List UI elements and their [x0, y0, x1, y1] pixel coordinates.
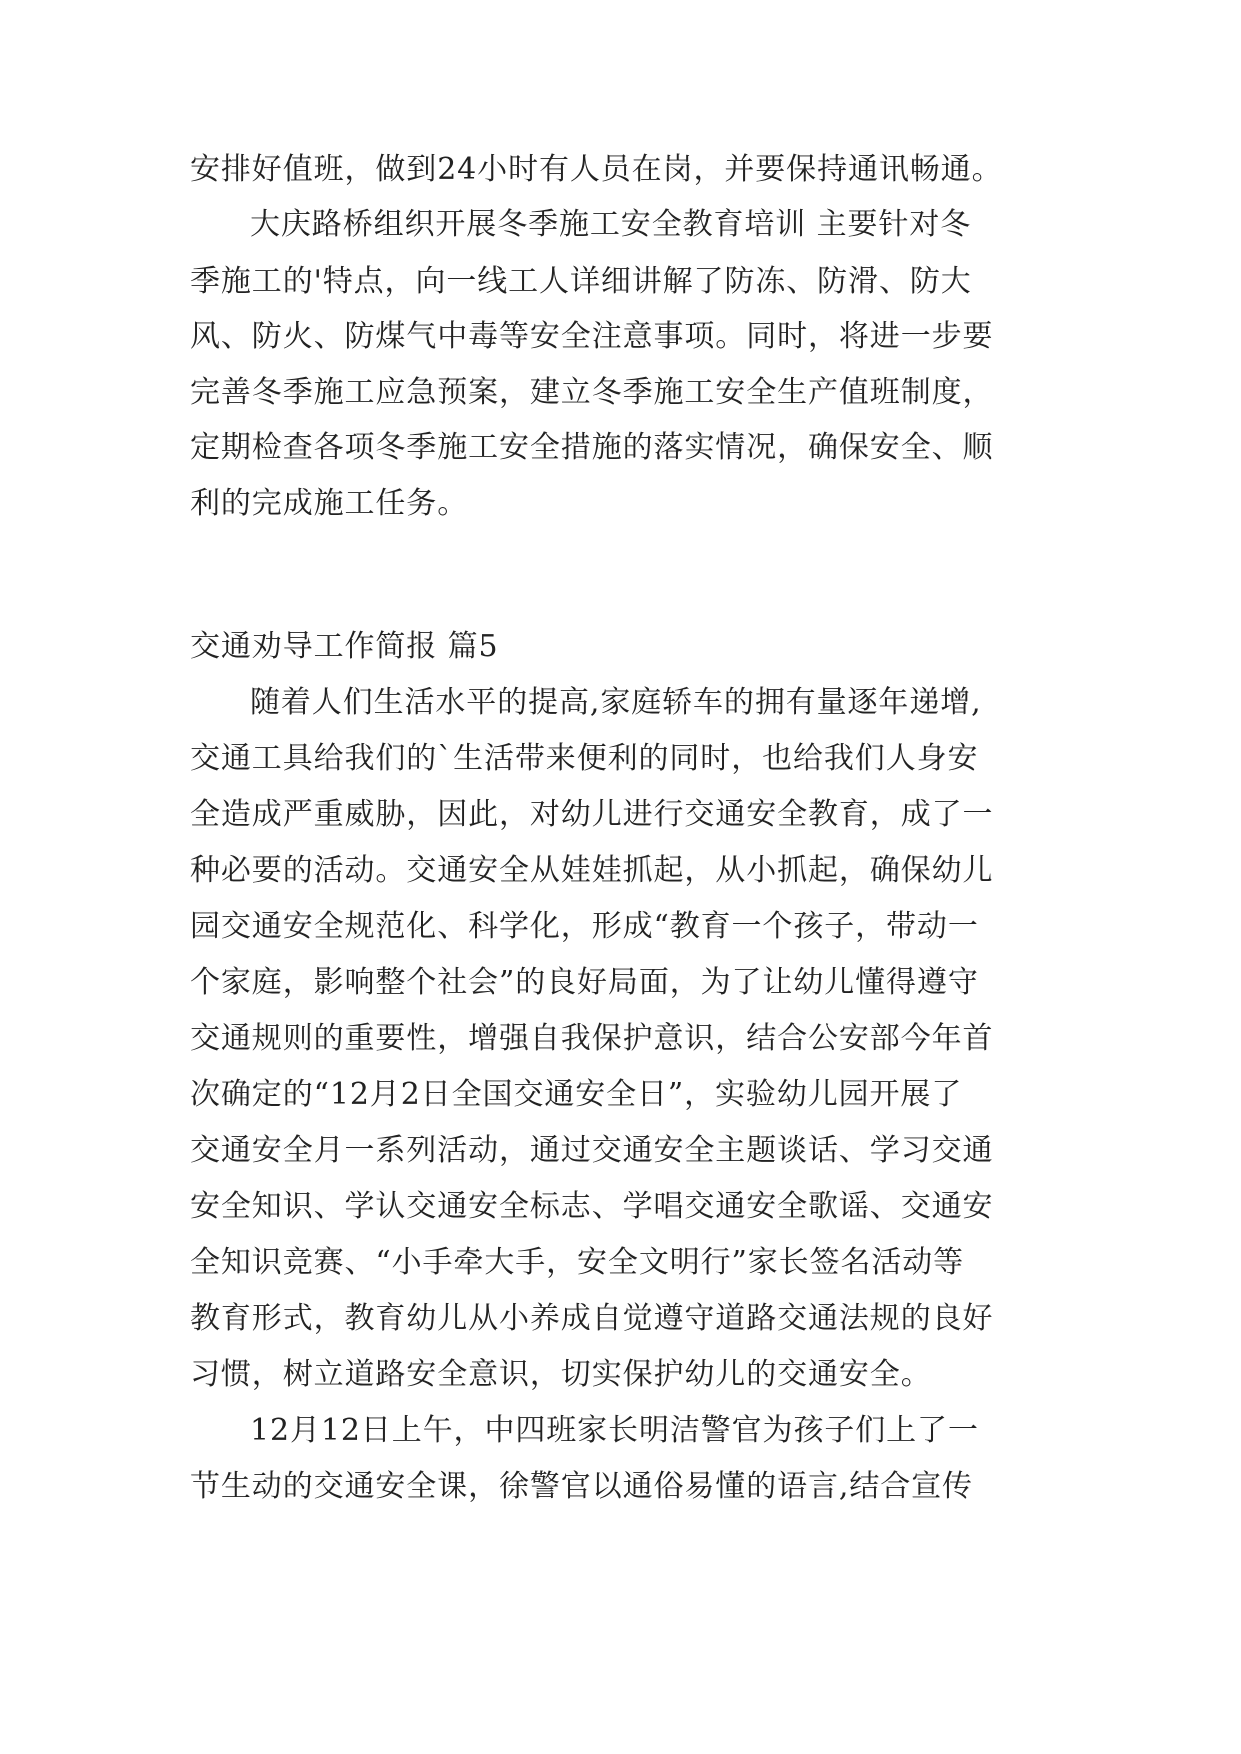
section-heading-text: 交通劝导工作简报 篇5 — [190, 629, 499, 664]
text-line — [0, 418, 1241, 478]
text-line — [0, 307, 1241, 367]
line-text: 种必要的活动。交通安全从娃娃抓起，从小抓起，确保幼儿 — [190, 853, 994, 888]
text-line — [0, 841, 1241, 901]
line-text: 定期检查各项冬季施工安全措施的落实情况，确保安全、顺 — [190, 430, 994, 465]
line-text: 园交通安全规范化、科学化，形成“教育一个孩子，带动一 — [190, 909, 979, 944]
line-text: 教育形式，教育幼儿从小养成自觉遵守道路交通法规的良好 — [190, 1301, 994, 1336]
line-text: 随着人们生活水平的提高,家庭轿车的拥有量逐年递增, — [250, 685, 982, 720]
line-text: 全造成严重威胁，因此，对幼儿进行交通安全教育，成了一 — [190, 797, 994, 832]
text-line — [0, 729, 1241, 789]
line-text: 风、防火、防煤气中毒等安全注意事项。同时，将进一步要 — [190, 319, 994, 354]
text-line — [0, 474, 1241, 534]
text-line — [0, 897, 1241, 957]
line-text: 利的完成施工任务。 — [190, 486, 469, 521]
line-text: 次确定的“12月2日全国交通安全日”，实验幼儿园开展了 — [190, 1077, 963, 1112]
text-line — [0, 252, 1241, 312]
text-line — [0, 1177, 1241, 1237]
line-text: 交通规则的重要性，增强自我保护意识，结合公安部今年首 — [190, 1021, 994, 1056]
line-text: 12月12日上午，中四班家长明洁警官为孩子们上了一 — [250, 1413, 979, 1448]
line-text: 安排好值班，做到24小时有人员在岗，并要保持通讯畅通。 — [190, 152, 1003, 187]
section-heading — [0, 617, 1241, 677]
line-text: 交通工具给我们的`生活带来便利的同时，也给我们人身安 — [190, 741, 979, 776]
text-line — [0, 140, 1241, 200]
text-line — [0, 1289, 1241, 1349]
text-line — [0, 1345, 1241, 1405]
text-line — [0, 1009, 1241, 1069]
text-line — [0, 1233, 1241, 1293]
text-line — [0, 1065, 1241, 1125]
text-line — [0, 953, 1241, 1013]
line-text: 季施工的'特点，向一线工人详细讲解了防冻、防滑、防大 — [190, 264, 972, 299]
line-text: 安全知识、学认交通安全标志、学唱交通安全歌谣、交通安 — [190, 1189, 994, 1224]
text-line — [0, 785, 1241, 845]
line-text: 完善冬季施工应急预案，建立冬季施工安全生产值班制度， — [190, 375, 994, 410]
line-text: 节生动的交通安全课，徐警官以通俗易懂的语言,结合宣传 — [190, 1469, 973, 1504]
text-line — [0, 1121, 1241, 1181]
text-line — [0, 1457, 1241, 1517]
text-line — [0, 1401, 1241, 1461]
text-line — [0, 363, 1241, 423]
line-text: 交通安全月一系列活动，通过交通安全主题谈话、学习交通 — [190, 1133, 994, 1168]
line-text: 个家庭，影响整个社会”的良好局面，为了让幼儿懂得遵守 — [190, 965, 979, 1000]
text-line — [0, 673, 1241, 733]
text-line — [0, 195, 1241, 255]
line-text: 大庆路桥组织开展冬季施工安全教育培训 主要针对冬 — [250, 207, 972, 242]
line-text: 全知识竞赛、“小手牵大手，安全文明行”家长签名活动等 — [190, 1245, 965, 1280]
line-text: 习惯，树立道路安全意识，切实保护幼儿的交通安全。 — [190, 1357, 932, 1392]
